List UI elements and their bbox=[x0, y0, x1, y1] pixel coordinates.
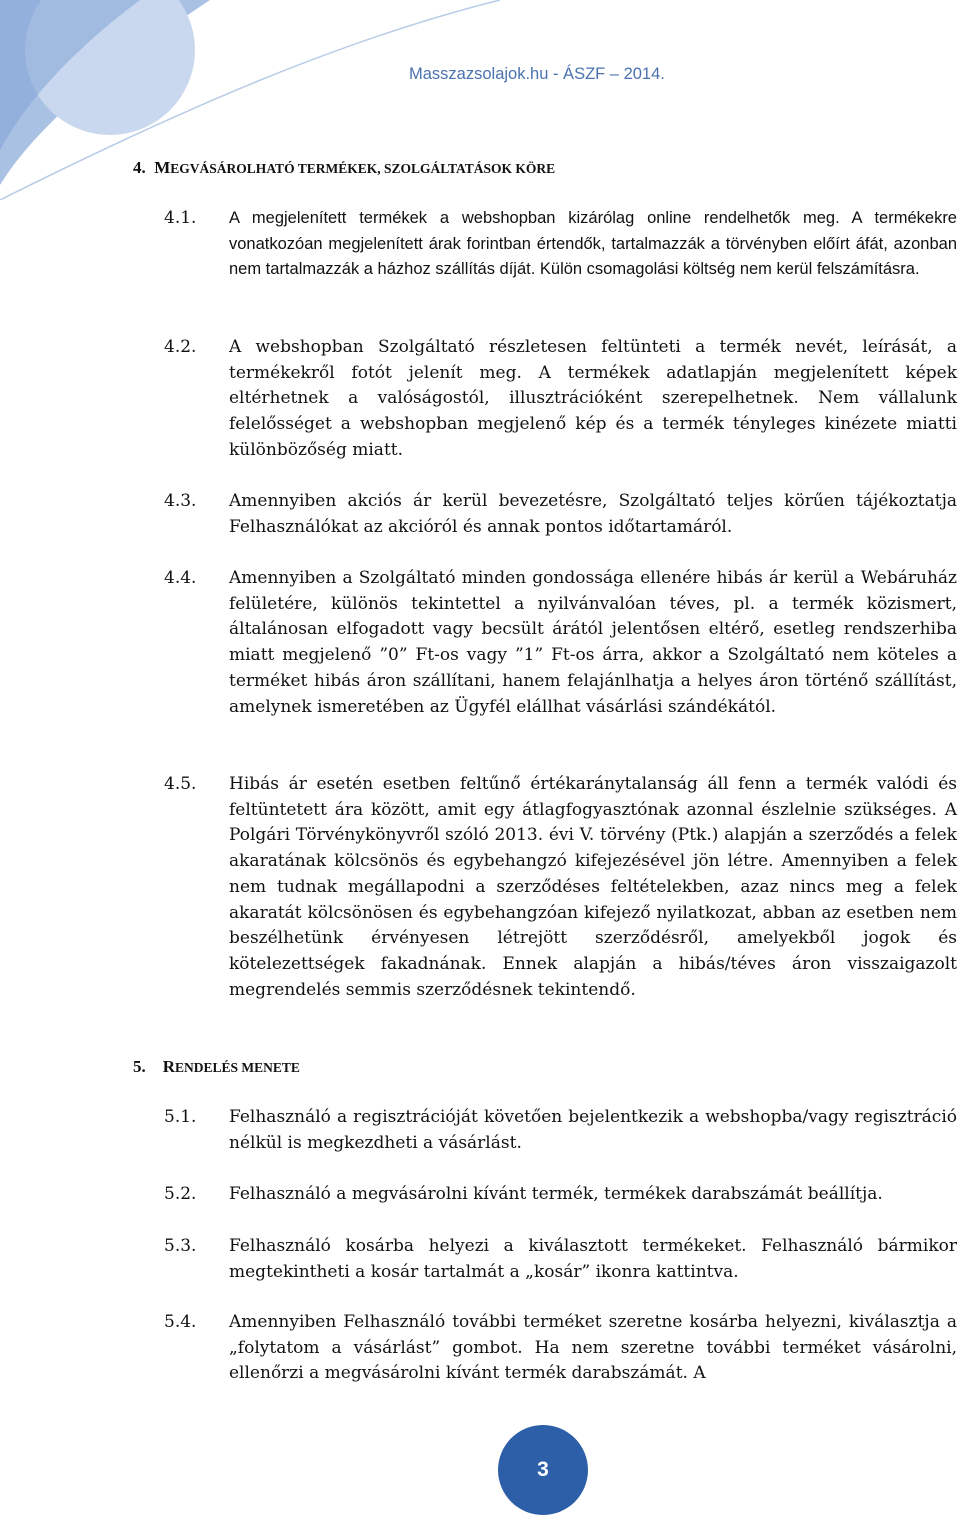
clause-text: Felhasználó a regisztrációját követően bejelentkezik a webshopba/vagy regisztráció nélkül is megkezdheti a vásárlást. bbox=[229, 1107, 957, 1153]
clause-text: Amennyiben akciós ár kerül bevezetésre, Szolgáltató teljes körűen tájékoztatja Felhasználókat az akcióról és annak pontos időtartamáról. bbox=[229, 491, 957, 537]
section-title-initial: M bbox=[154, 158, 171, 177]
clause-number: 4.5. bbox=[164, 774, 197, 794]
section-title-initial: R bbox=[162, 1057, 176, 1076]
page-number-badge: 3 bbox=[498, 1425, 588, 1515]
section-number: 5. bbox=[133, 1057, 146, 1076]
clause-number: 4.1. bbox=[164, 208, 197, 228]
clause-number: 4.4. bbox=[164, 568, 197, 588]
section-title-rest: EGVÁSÁROLHATÓ TERMÉKEK, SZOLGÁLTATÁSOK KÖRE bbox=[170, 161, 556, 176]
section-title-rest: ENDELÉS MENETE bbox=[175, 1060, 300, 1075]
clause-text: A webshopban Szolgáltató részletesen feltünteti a termék nevét, leírását, a termékekről fotót jelenít meg. A termékek adatlapján megjelenített képek eltérhetnek a valóságostól, illusztrációként szerepelhetnek. Nem vállalunk felelősséget a webshopban megjelenő kép és a termék tényleges kinézete miatti különbözőség miatt. bbox=[229, 337, 957, 460]
clause-number: 5.2. bbox=[164, 1184, 197, 1204]
clause-number: 4.3. bbox=[164, 491, 197, 511]
clause-number: 5.3. bbox=[164, 1236, 197, 1256]
page-header: Masszazsolajok.hu - ÁSZF – 2014. bbox=[409, 65, 665, 83]
clause-text: Amennyiben Felhasználó további terméket szeretne kosárba helyezni, kiválasztja a „folytatom a vásárlást” gombot. Ha nem szeretne további terméket vásárolni, ellenőrzi a megvásárolni kívánt termék darabszámát. A bbox=[229, 1312, 957, 1384]
clause-number: 4.2. bbox=[164, 337, 197, 357]
clause-number: 5.4. bbox=[164, 1312, 197, 1332]
section-5-title bbox=[133, 1057, 300, 1077]
clause-text: A megjelenített termékek a webshopban kizárólag online rendelhetők meg. A termékekre vonatkozóan megjelenített árak forintban értendők, tartalmazzák a törvényben előírt áfát, azonban nem tartalmazzák a házhoz szállítás díját. Külön csomagolási költség nem kerül felszámításra. bbox=[229, 209, 957, 279]
clause-number: 5.1. bbox=[164, 1107, 197, 1127]
clause-text: Felhasználó kosárba helyezi a kiválasztott termékeket. Felhasználó bármikor megtekintheti a kosár tartalmát a „kosár” ikonra kattintva. bbox=[229, 1236, 957, 1282]
section-number: 4. bbox=[133, 158, 146, 177]
clause-text: Amennyiben a Szolgáltató minden gondossága ellenére hibás ár kerül a Webáruház felületére, különös tekintettel a nyilvánvalóan téves, pl. a termék közismert, általánosan elfogadott vagy becsült árától jelentősen eltérő, esetleg rendszerhiba miatt megjelenő ”0” Ft-os vagy ”1” Ft-os árra, akkor a Szolgáltató nem köteles a terméket hibás áron szállítani, hanem felajánlhatja a helyes áron történő szállítást, amelynek ismeretében az Ügyfél elállhat vásárlási szándékától. bbox=[229, 568, 957, 717]
clause-text: Felhasználó a megvásárolni kívánt termék, termékek darabszámát beállítja. bbox=[229, 1184, 883, 1204]
clause-text: Hibás ár esetén esetben feltűnő értékaránytalanság áll fenn a termék valódi és feltüntetett ára között, amit egy átlagfogyasztónak azonnal észlelnie szükséges. A Polgári Törvénykönyvről szóló 2013. évi V. törvény (Ptk.) alapján a szerződés a felek akaratának kölcsönös és egybehangzó kifejezésével jön létre. Amennyiben a felek nem tudnak megállapodni a szerződéses feltételekben, azaz nincs meg a felek akaratát kölcsönösen és egybehangzóan kifejező nyilatkozat, abban az esetben nem beszélhetünk érvényesen létrejött szerződésről, amelyekből jogok és kötelezettségek fakadnának. Ennek alapján a hibás/téves áron visszaigazolt megrendelés semmis szerződésnek tekintendő. bbox=[229, 774, 957, 1000]
section-4-title bbox=[133, 158, 555, 178]
